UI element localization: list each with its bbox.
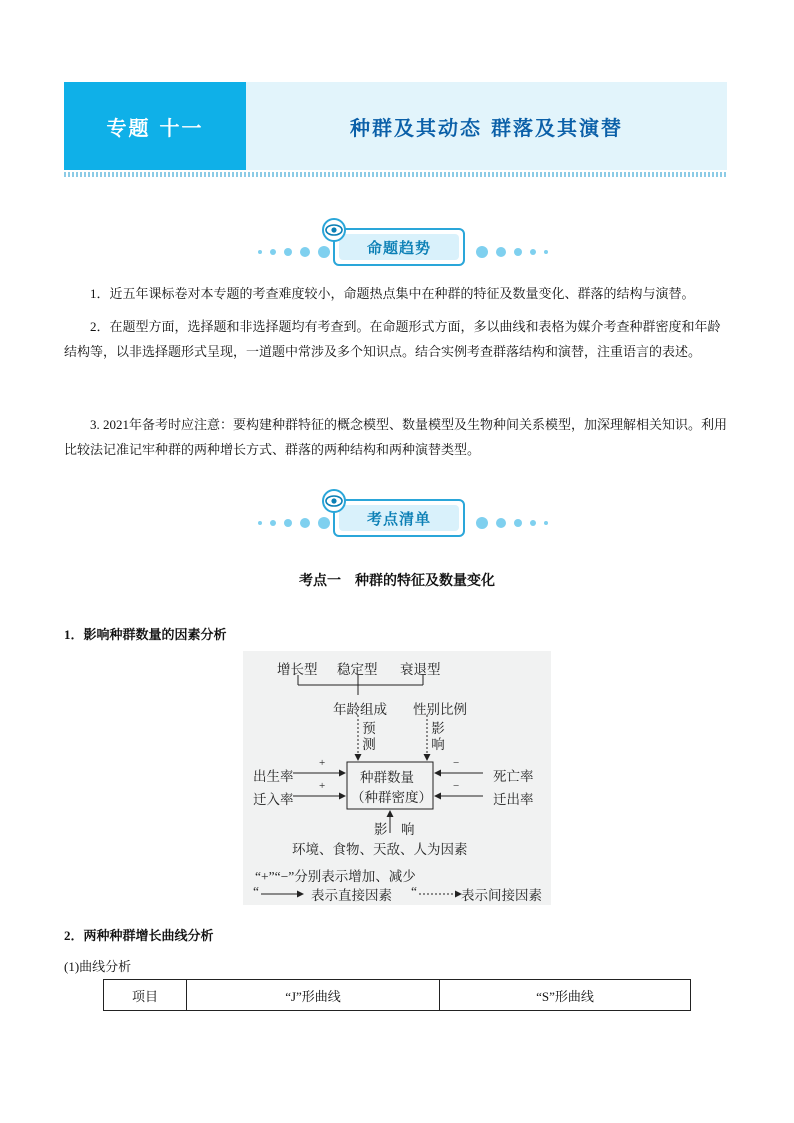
eye-icon	[318, 489, 350, 513]
influence-label: 影响	[431, 721, 445, 752]
heading-growth-curves: 2．两种种群增长曲线分析	[64, 928, 214, 943]
age-type-stable: 稳定型	[337, 662, 378, 677]
topic-banner	[64, 82, 727, 170]
factor-diagram	[243, 651, 551, 905]
legend-sign-meaning: “+”“−”分别表示增加、减少	[255, 869, 416, 884]
minus-sign: −	[453, 757, 460, 769]
topic-label-box	[64, 82, 246, 170]
paragraph-2: 2．在题型方面，选择题和非选择题均有考查到。在命题形式方面，多以曲线和表格为媒介考查种群密度和年龄结构等，以非选择题形式呈现，一道题中常涉及多个知识点。结合实例考查群落结构和演替，注重语言的表述。	[64, 319, 721, 359]
banner-divider	[64, 172, 727, 177]
legend-direct-label: 表示直接因素	[311, 888, 392, 903]
topic-title: 种群及其动态 群落及其演替	[350, 115, 623, 140]
table-header-item: 项目	[104, 980, 187, 1011]
badge-label: 命题趋势	[366, 238, 431, 257]
point-title: 考点一 种群的特征及数量变化	[299, 574, 495, 589]
paragraph-3: 3. 2021年备考时应注意：要构建种群特征的概念模型、数量模型及生物种间关系模型，加深理解相关知识。利用比较法记准记牢种群的两种增长方式、群落的两种结构和两种演替类型。	[64, 417, 728, 457]
immigration-label: 迁入率	[253, 792, 294, 807]
minus-sign: −	[453, 780, 460, 792]
badge-frame	[333, 228, 465, 266]
plus-sign: +	[319, 780, 326, 792]
legend-indirect-label: 表示间接因素	[461, 888, 542, 903]
subheading-curve-analysis: (1)曲线分析	[64, 959, 132, 974]
topic-title-box	[246, 82, 727, 170]
table-header-s-curve: “S”形曲线	[440, 980, 691, 1011]
table-header-j-curve: “J”形曲线	[187, 980, 440, 1011]
badge-frame	[333, 499, 465, 537]
topic-label: 专题 十一	[106, 115, 204, 140]
badge-label: 考点清单	[366, 509, 431, 528]
section-badge-points	[0, 489, 794, 539]
sex-ratio-label: 性别比例	[413, 702, 467, 717]
influence-bottom-label: 影 响	[374, 822, 415, 837]
plus-sign: +	[319, 757, 326, 769]
age-type-growth: 增长型	[277, 662, 318, 677]
legend-direct-quote: “	[253, 884, 259, 899]
curve-table	[103, 979, 691, 1011]
age-structure-label: 年龄组成	[333, 702, 387, 717]
birth-rate-label: 出生率	[253, 769, 294, 784]
death-rate-label: 死亡率	[493, 769, 534, 784]
predict-label: 预测	[362, 721, 376, 752]
table-header-row	[104, 980, 691, 1011]
paragraph-1: 1．近五年课标卷对本专题的考查难度较小，命题热点集中在种群的特征及数量变化、群落的结构与演替。	[90, 286, 695, 301]
eye-icon	[318, 218, 350, 242]
badge-dots-left	[258, 246, 330, 258]
section-badge-trend	[0, 218, 794, 268]
badge-dots-left	[258, 517, 330, 529]
age-type-decline: 衰退型	[400, 662, 441, 677]
emigration-label: 迁出率	[493, 792, 534, 807]
badge-dots-right	[476, 517, 548, 529]
population-density-label: （种群密度）	[351, 790, 432, 805]
badge-dots-right	[476, 246, 548, 258]
factors-label: 环境、食物、天敌、人为因素	[292, 842, 468, 857]
legend-indirect-quote: “	[411, 884, 417, 899]
heading-factors: 1．影响种群数量的因素分析	[64, 627, 227, 642]
population-label: 种群数量	[360, 770, 414, 785]
